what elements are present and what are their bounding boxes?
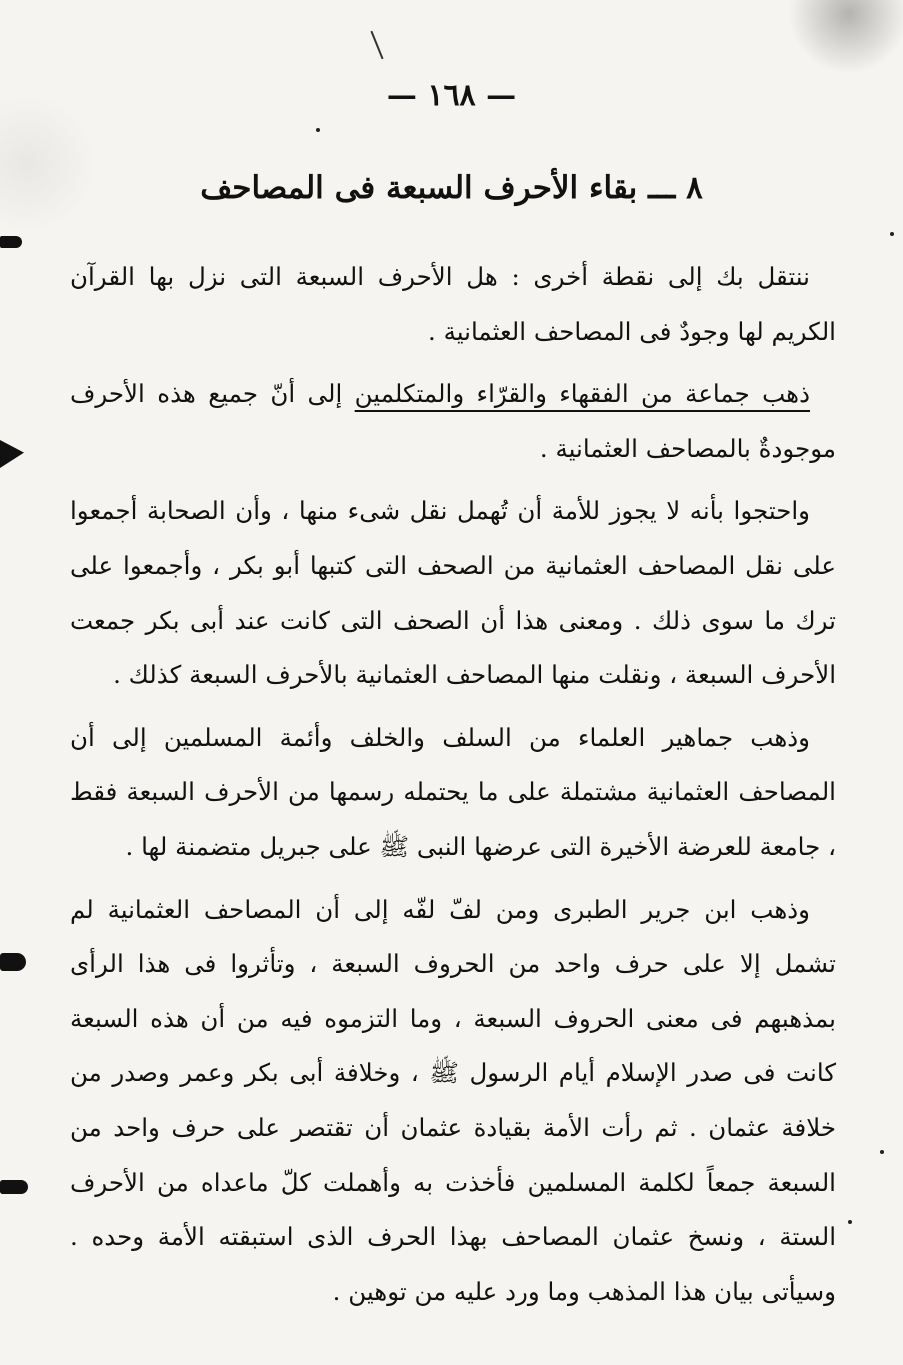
paragraph-2 [70,367,836,476]
speck [880,1150,884,1154]
margin-mark [0,1180,28,1194]
paragraph-2-rest: إلى أنّ جميع هذه الأحرف موجودةٌ بالمصاحف العثمانية . [70,379,836,463]
scan-mark [370,31,383,60]
underlined-phrase: ذهب جماعة من الفقهاء والقرّاء والمتكلمين [354,379,810,409]
paragraph-3: واحتجوا بأنه لا يجوز للأمة أن تُهمل نقل شىء منها ، وأن الصحابة أجمعوا على نقل المصاحف العثمانية من الصحف التى كتبها أبو بكر ، وأجمعوا على ترك ما سوى ذلك . ومعنى هذا أن الصحف التى كانت عند أبى بكر جمعت الأحرف السبعة ، ونقلت منها المصاحف العثمانية بالأحرف السبعة كذلك . [70,496,836,690]
speck [316,128,320,132]
margin-mark [0,440,24,468]
margin-mark [0,236,22,248]
paragraph-1: ننتقل بك إلى نقطة أخرى : هل الأحرف السبعة التى نزل بها القرآن الكريم لها وجودٌ فى المصاحف العثمانية . [70,262,836,346]
page-number: — ١٦٨ — [386,78,517,113]
section-title: ٨ ـــ بقاء الأحرف السبعة فى المصاحف [200,170,703,206]
speck [890,232,894,236]
body-text [70,250,836,1319]
speck [848,1220,852,1224]
margin-mark [0,953,26,971]
paragraph-5: وذهب ابن جرير الطبرى ومن لفّ لفّه إلى أن المصاحف العثمانية لم تشمل إلا على حرف واحد من الحروف السبعة ، وتأثروا فى هذا الرأى بمذهبهم فى معنى الحروف السبعة ، وما التزموه فيه من أن هذه السبعة كانت فى صدر الإسلام أيام الرسول ﷺ ، وخلافة أبى بكر وعمر وصدر من خلافة عثمان . ثم رأت الأمة بقيادة عثمان أن تقتصر على حرف واحد من السبعة جمعاً لكلمة المسلمين فأخذت به وأهملت كلّ ماعداه من الأحرف الستة ، ونسخ عثمان المصاحف بهذا الحرف الذى استبقته الأمة وحده . وسيأتى بيان هذا المذهب وما ورد عليه من توهين . [70,894,836,1306]
paragraph-4: وذهب جماهير العلماء من السلف والخلف وأئمة المسلمين إلى أن المصاحف العثمانية مشتملة على ما يحتمله رسمها من الأحرف السبعة فقط ، جامعة للعرضة الأخيرة التى عرضها النبى ﷺ على جبريل متضمنة لها . [70,722,836,861]
